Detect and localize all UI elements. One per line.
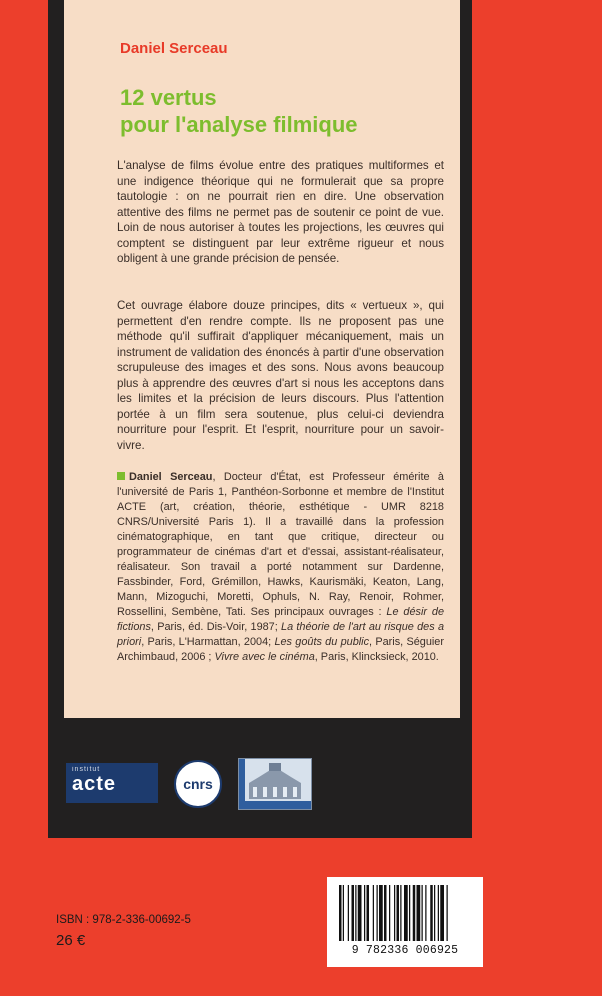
barcode-bar	[355, 885, 356, 941]
barcode-bar	[400, 885, 401, 941]
barcode-bar	[447, 885, 448, 941]
logo-acte-big-text: acte	[72, 773, 117, 795]
bio-text-1: , Docteur d'État, est Professeur émérite à l'université de Paris 1, Panthéon-Sorbonne et membre de l'Institut ACTE (art, création, théorie, esthétique - UMR 8218 CNRS/Université Paris 1). Il a travaillé dans la profession cinématographique, en tant que critique, directeur ou programmateur de cinémas d'art et d'essai, assistant-réalisateur, réalisateur. Son travail a porté notamment sur Dardenne, Fassbinder, Ford, Grémillon, Hawks, Kaurismäki, Keaton, Lang, Mann, Mizoguchi, Moretti, Ophuls, N. Ray, Renoir, Rohmer, Rossellini, Sembène, Tati. Ses principaux ouvrages :	[117, 471, 444, 618]
title-line-2: pour l'analyse filmique	[120, 112, 358, 137]
barcode-bar	[397, 885, 400, 941]
barcode-bar	[394, 885, 395, 941]
barcode-bar	[364, 885, 365, 941]
author-name: Daniel Serceau	[120, 40, 228, 57]
barcode-bars-icon	[327, 877, 483, 943]
barcode-bar	[384, 885, 387, 941]
summary-paragraph-1: L'analyse de films évolue entre des pratiques multiformes et une indigence théorique qui ne formulerait que sa propre tautologie : on ne pourrait rien en dire. Une observation attentive des films ne permet pas de soutenir ce point de vue. Loin de nous autoriser à toutes les projections, les œuvres qui comptent se distinguent par leur extrême rigueur et nous obligent à une grande précision de pensée.	[117, 159, 444, 265]
university-building-icon	[239, 759, 311, 809]
bio-author-name: Daniel Serceau	[129, 471, 213, 483]
bio-text-2: , Paris, éd. Dis-Voir, 1987;	[150, 621, 282, 633]
barcode-bar	[367, 885, 370, 941]
bio-text-4: , Paris, Séguier Archimbaud, 2006 ;	[117, 636, 444, 663]
university-logo	[238, 758, 312, 810]
barcode-bar	[417, 885, 421, 941]
barcode-bar	[343, 885, 344, 941]
barcode-bar	[413, 885, 416, 941]
bio-book-4: Vivre avec le cinéma	[214, 651, 315, 663]
barcode-bar	[358, 885, 362, 941]
summary-paragraph-2: Cet ouvrage élabore douze principes, dits « vertueux », qui permettent d'en rendre compte. Ils ne proposent pas une méthode qu'il suffirait d'appliquer mécaniquement, mais un instrument de validation des énoncés à partir d'une observation scrupuleuse des images et des sons. Nous avons beaucoup plus à apprendre des œuvres d'art si nous les acceptons dans les limites et la précision de leurs discours. Plus l'attention portée à un film sera soutenue, plus celui-ci deviendra nourriture pour l'esprit. Et l'esprit, nourriture pour un savoir-vivre.	[117, 299, 444, 452]
bio-book-3: Les goûts du public	[274, 636, 370, 648]
barcode-bar	[438, 885, 439, 941]
title-line-1: 12 vertus	[120, 85, 217, 110]
barcode-bar	[434, 885, 435, 941]
isbn-text: ISBN : 978-2-336-00692-5	[56, 914, 191, 926]
barcode-bar	[352, 885, 355, 941]
cnrs-logo: cnrs	[174, 760, 222, 808]
price-text: 26 €	[56, 932, 86, 949]
bio-book-1: Le désir de fictions	[117, 606, 445, 633]
logo-acte-small-text: institut	[72, 766, 101, 773]
book-title	[120, 84, 440, 138]
barcode-bar	[440, 885, 444, 941]
barcode-bar	[425, 885, 426, 941]
barcode-bar	[404, 885, 408, 941]
green-square-bullet	[117, 472, 125, 480]
barcode-bar	[379, 885, 383, 941]
barcode-bar	[422, 885, 423, 941]
bio-text-3: , Paris, L'Harmattan, 2004;	[141, 636, 275, 648]
author-bio	[117, 470, 444, 665]
institut-acte-logo	[66, 763, 158, 803]
barcode-bar	[409, 885, 410, 941]
barcode-number: 9 782336 006925	[351, 944, 459, 957]
barcode-bar	[430, 885, 433, 941]
barcode-bar	[339, 885, 342, 941]
barcode-bar	[377, 885, 378, 941]
barcode-bar	[348, 885, 349, 941]
bio-book-2: La théorie de l'art au risque des a priori	[117, 621, 444, 648]
barcode-bar	[389, 885, 390, 941]
barcode-bar	[373, 885, 374, 941]
bio-text-5: , Paris, Klincksieck, 2010.	[314, 651, 439, 663]
